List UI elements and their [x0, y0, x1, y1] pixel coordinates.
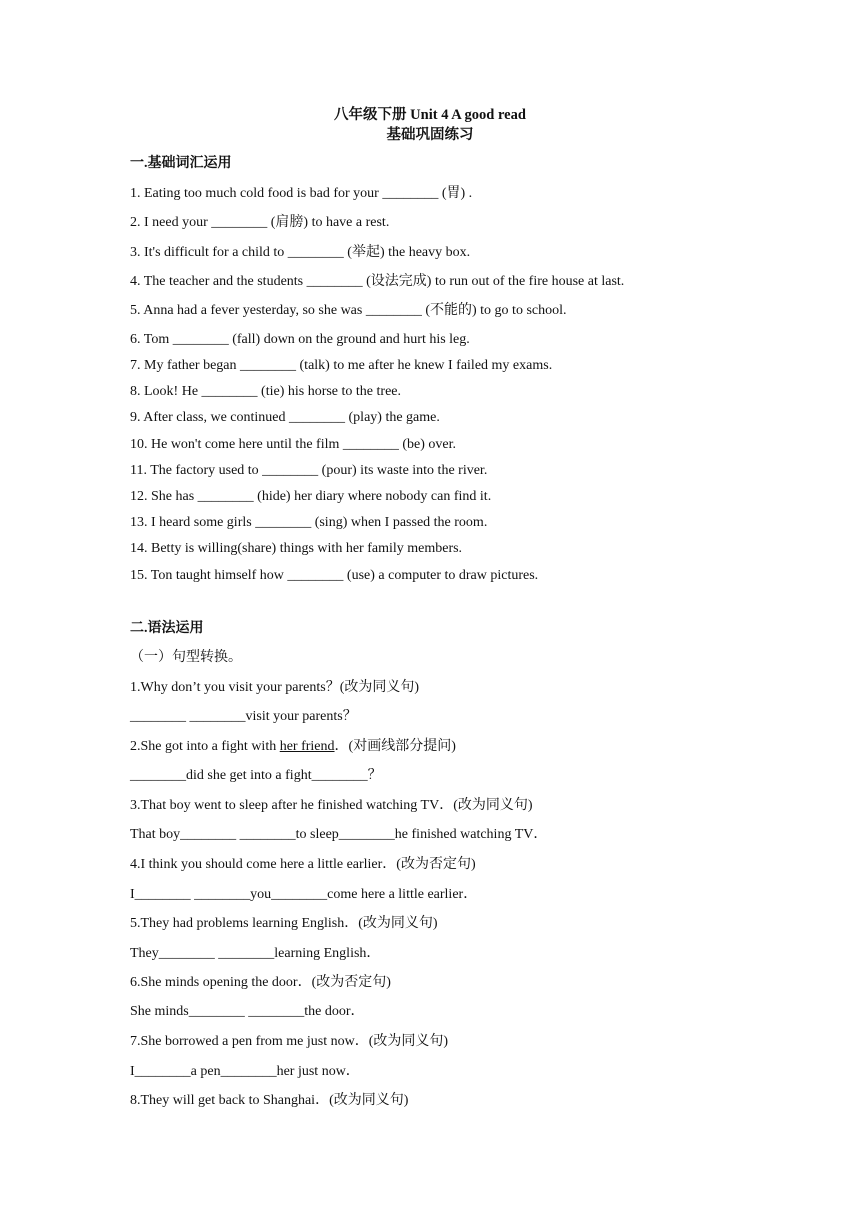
question-2-underlined: her friend — [279, 739, 335, 754]
answer-line-3: That boy________ ________to sleep________he finished watching TV． — [130, 827, 548, 842]
section-2-heading: 二.语法运用 — [130, 621, 204, 636]
question-6: 6.She minds opening the door．(改为否定句) — [130, 975, 391, 990]
exercise-1-4: 4. The teacher and the students ________ (设法完成) to run out of the fire house at last. — [130, 274, 625, 289]
answer-line-4: I________ ________you________come here a little earlier． — [130, 887, 478, 902]
exercise-1-15: 15. Ton taught himself how ________ (use) a computer to draw pictures. — [130, 568, 539, 583]
question-7: 7.She borrowed a pen from me just now．(改为同义句) — [130, 1034, 449, 1049]
document-title: 八年级下册 Unit 4 A good read — [334, 107, 526, 123]
question-5: 5.They had problems learning English．(改为同义句) — [130, 916, 438, 931]
exercise-1-1: 1. Eating too much cold food is bad for your ________ (胃) . — [130, 186, 473, 201]
exercise-1-5: 5. Anna had a fever yesterday, so she was ________ (不能的) to go to school. — [130, 303, 567, 318]
question-2-text: 2.She got into a fight with — [130, 739, 280, 754]
answer-line-5: They________ ________learning English． — [130, 946, 381, 961]
exercise-1-3: 3. It's difficult for a child to ________ (举起) the heavy box. — [130, 245, 471, 260]
exercise-1-9: 9. After class, we continued ________ (play) the game. — [130, 410, 440, 425]
section-1-heading: 一.基础词汇运用 — [130, 156, 232, 171]
exercise-1-6: 6. Tom ________ (fall) down on the ground and hurt his leg. — [130, 332, 470, 347]
question-4: 4.I think you should come here a little earlier．(改为否定句) — [130, 857, 476, 872]
question-2-instruction: ．(对画线部分提问) — [334, 739, 456, 754]
answer-line-7: I________a pen________her just now． — [130, 1064, 360, 1079]
document-subtitle: 基础巩固练习 — [386, 127, 474, 143]
exercise-1-12: 12. She has ________ (hide) her diary where nobody can find it. — [130, 489, 492, 504]
question-2 — [130, 738, 456, 756]
question-3: 3.That boy went to sleep after he finished watching TV．(改为同义句) — [130, 798, 533, 813]
answer-line-1: ________ ________visit your parents？ — [130, 709, 357, 724]
exercise-1-2: 2. I need your ________ (肩膀) to have a rest. — [130, 215, 390, 230]
answer-line-6: She minds________ ________the door． — [130, 1004, 365, 1019]
exercise-1-13: 13. I heard some girls ________ (sing) when I passed the room. — [130, 515, 488, 530]
exercise-1-8: 8. Look! He ________ (tie) his horse to the tree. — [130, 384, 401, 399]
exercise-1-14: 14. Betty is willing(share) things with her family members. — [130, 541, 463, 556]
exercise-1-10: 10. He won't come here until the film ________ (be) over. — [130, 437, 456, 452]
question-8: 8.They will get back to Shanghai．(改为同义句) — [130, 1093, 409, 1108]
exercise-1-7: 7. My father began ________ (talk) to me after he knew I failed my exams. — [130, 358, 553, 373]
question-1: 1.Why don’t you visit your parents？(改为同义句) — [130, 680, 420, 695]
exercise-1-11: 11. The factory used to ________ (pour) its waste into the river. — [130, 463, 488, 478]
answer-line-2: ________did she get into a fight________？ — [130, 768, 382, 783]
section-2-subheading: （一）句型转换。 — [130, 650, 242, 665]
